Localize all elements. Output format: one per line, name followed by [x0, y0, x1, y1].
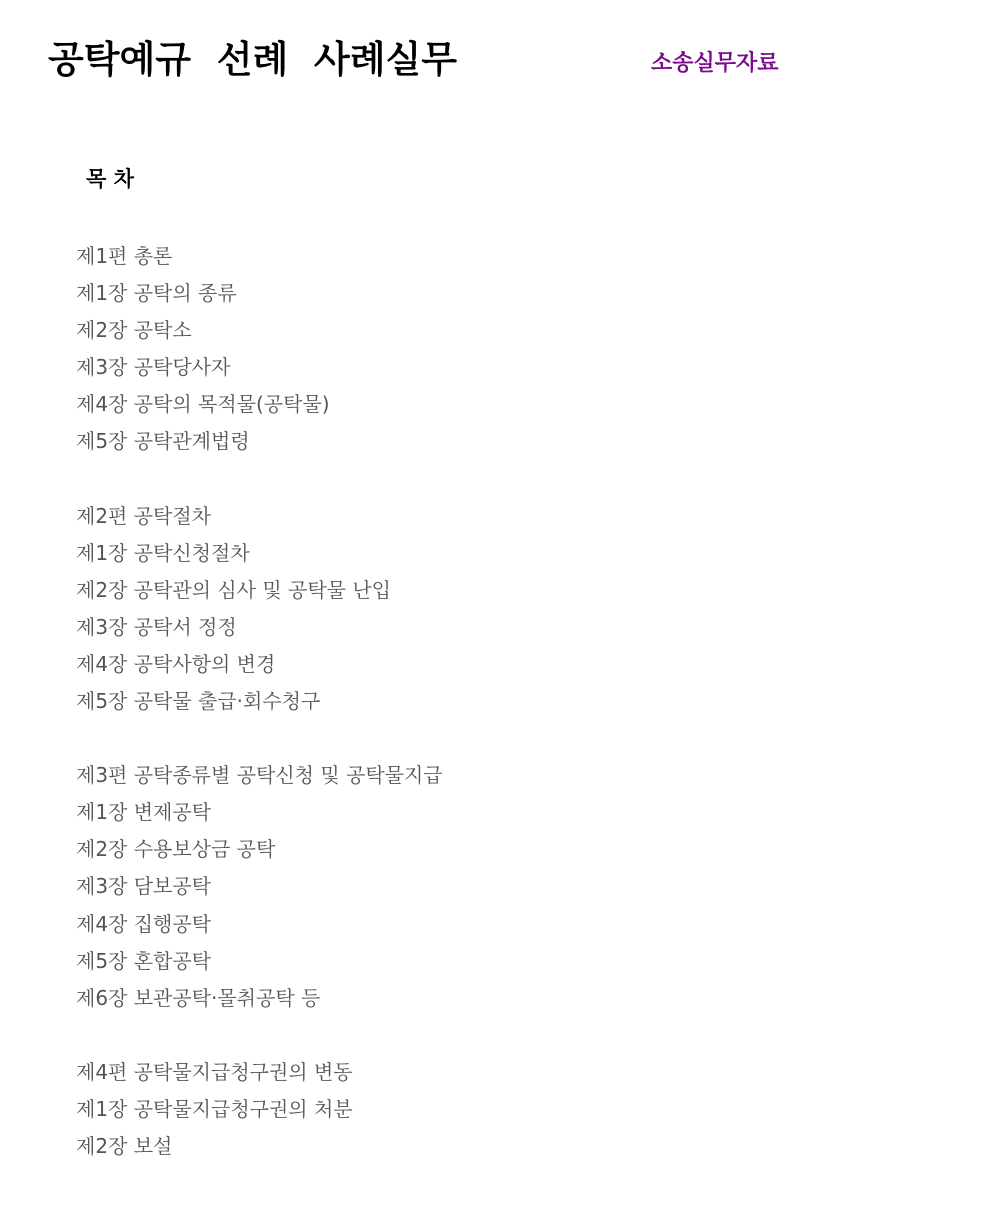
document-subtitle: 소송실무자료	[651, 51, 779, 76]
toc-part-1	[76, 241, 936, 464]
toc-chapter: 제2장 수용보상금 공탁	[76, 837, 276, 862]
toc-chapter: 제2장 공탁관의 심사 및 공탁물 난입	[76, 577, 391, 602]
toc-chapter: 제3장 공탁당사자	[76, 355, 231, 380]
toc-chapter: 제4장 공탁의 목적물(공탁물)	[76, 392, 330, 417]
toc-chapter: 제2장 보설	[76, 1133, 173, 1158]
toc-part-3	[76, 760, 936, 1020]
toc-chapter: 제6장 보관공탁·몰취공탁 등	[76, 985, 321, 1010]
toc-chapter: 제4장 집행공탁	[76, 911, 212, 936]
toc-chapter: 제4장 공탁사항의 변경	[76, 651, 276, 676]
toc-chapter: 제5장 공탁관계법령	[76, 429, 250, 454]
toc-chapter: 제2장 공탁소	[76, 318, 192, 343]
toc-part-title: 제2편 공탁절차	[76, 503, 212, 528]
toc-chapter: 제3장 담보공탁	[76, 874, 212, 899]
toc-part-2	[76, 501, 936, 724]
toc-part-title: 제4편 공탁물지급청구권의 변동	[76, 1059, 353, 1084]
document-title: 공탁예규 선례 사례실무	[48, 38, 457, 81]
toc-chapter: 제1장 공탁물지급청구권의 처분	[76, 1096, 353, 1121]
toc-chapter: 제1장 공탁신청절차	[76, 540, 250, 565]
table-of-contents	[76, 241, 936, 1205]
toc-part-title: 제3편 공탁종류별 공탁신청 및 공탁물지급	[76, 763, 443, 788]
toc-part-title: 제1편 총론	[76, 244, 173, 268]
toc-chapter: 제5장 공탁물 출급·회수청구	[76, 689, 321, 714]
toc-chapter: 제1장 변제공탁	[76, 800, 212, 825]
toc-chapter: 제1장 공탁의 종류	[76, 281, 237, 306]
toc-part-4	[76, 1057, 936, 1168]
toc-chapter: 제3장 공탁서 정정	[76, 614, 237, 639]
toc-heading: 목 차	[86, 167, 134, 191]
toc-chapter: 제5장 혼합공탁	[76, 948, 212, 973]
